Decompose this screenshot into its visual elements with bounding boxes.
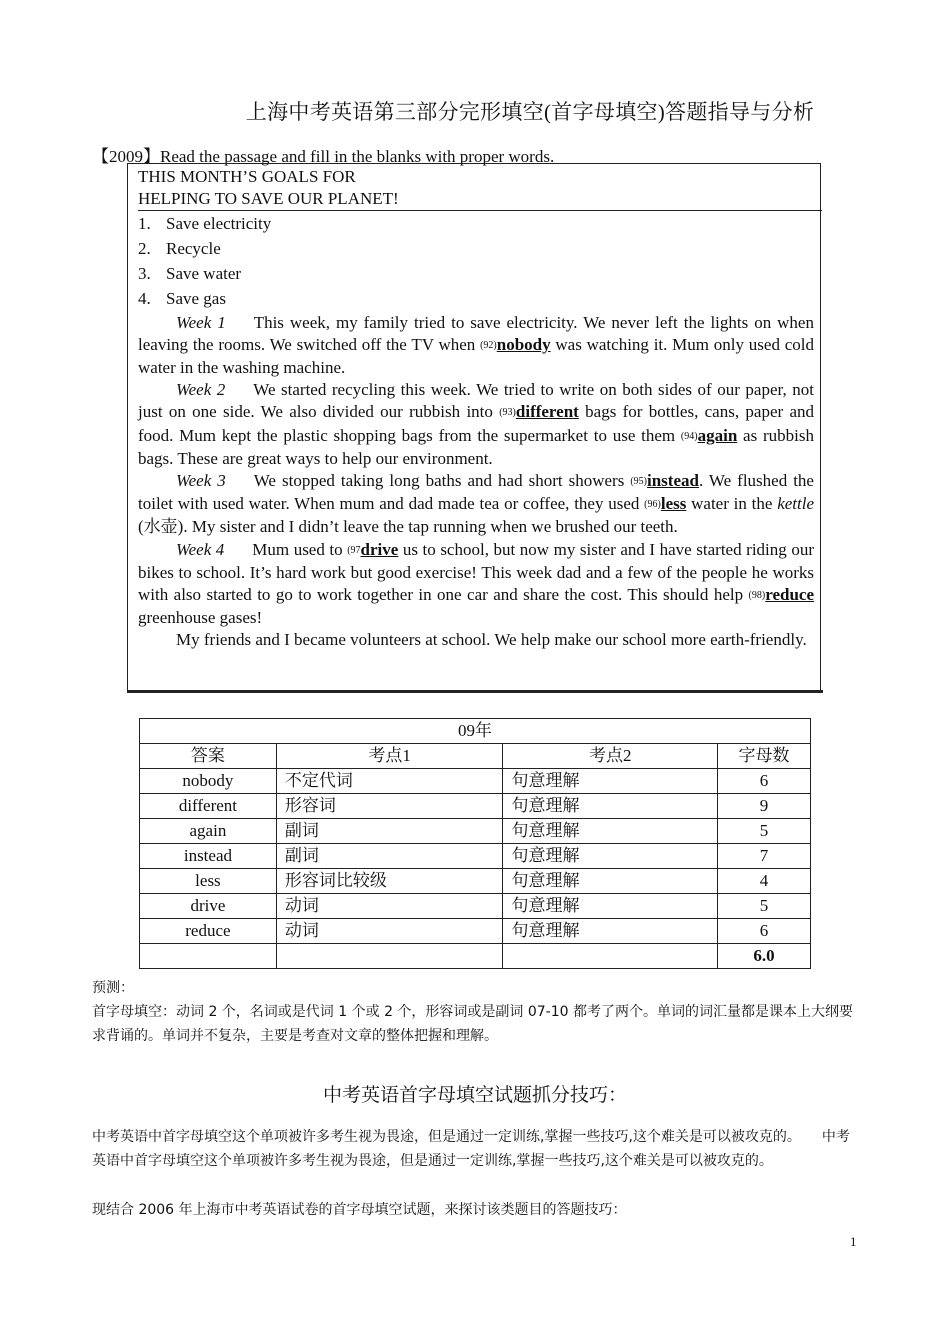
prediction-text: 首字母填空：动词 2 个，名词或是代词 1 个或 2 个，形容词或是副词 07-10 都考了两个。单词的词汇量都是课本上大纲要求背诵的。单词并不复杂，主要是考查对文章的整体把握和理解。 — [92, 1004, 854, 1044]
week-label: Week 2 — [176, 380, 226, 400]
table-row: drive 动词 句意理解 5 — [140, 894, 811, 919]
goal-item: 3. Save water — [138, 264, 242, 283]
table-row: again 副词 句意理解 5 — [140, 819, 811, 844]
col-header-point1: 考点1 — [276, 744, 503, 769]
answer-word: different — [515, 402, 579, 422]
week-label: Week 1 — [176, 312, 226, 332]
table-row: reduce 动词 句意理解 6 — [140, 919, 811, 944]
table-year-row — [140, 719, 811, 744]
table-row: instead 副词 句意理解 7 — [140, 844, 811, 869]
section-subtitle: 中考英语首字母填空试题抓分技巧： — [322, 1084, 627, 1106]
blank-number: (98) — [748, 590, 766, 602]
answer-word: instead — [647, 471, 699, 491]
passage-heading-line2: HELPING TO SAVE OUR PLANET! — [138, 188, 822, 211]
blank-number: (92) — [480, 339, 497, 351]
blank-number: (97 — [347, 544, 361, 556]
table-year: 09年 — [140, 719, 811, 744]
answer-word: reduce — [765, 585, 814, 605]
blank-number: (94) — [680, 430, 698, 442]
goal-item: 1. Save electricity — [138, 214, 272, 234]
col-header-letters: 字母数 — [718, 744, 811, 769]
goal-item: 4. Save gas — [138, 288, 226, 308]
answer-analysis-table — [139, 718, 811, 969]
col-header-point2: 考点2 — [503, 744, 718, 769]
tips-paragraph-2: 现结合 2006 年上海市中考英语试卷的首字母填空试题，来探讨该类题目的答题技巧： — [92, 1202, 627, 1218]
blank-number: (95) — [630, 476, 647, 488]
table-row: different 形容词 句意理解 9 — [140, 794, 811, 819]
average-letter-count: 6.0 — [718, 944, 811, 969]
week-label: Week 3 — [176, 471, 226, 491]
table-row: nobody 不定代词 句意理解 6 — [140, 769, 811, 794]
col-header-answer: 答案 — [140, 744, 277, 769]
table-header-row — [140, 744, 811, 769]
page-title: 上海中考英语第三部分完形填空(首字母填空)答题指导与分析 — [245, 100, 815, 124]
exercise-instruction: 【2009】Read the passage and fill in the blanks with proper words. — [92, 147, 555, 166]
answer-word: nobody — [496, 334, 551, 354]
blank-number: (96) — [644, 499, 661, 511]
table-row: less 形容词比较级 句意理解 4 — [140, 869, 811, 894]
passage-box — [127, 163, 821, 691]
week3-paragraph: Week 3 We stopped taking long baths and had short showers $^{(95)}$instead. We flushed the toilet with used water. When mum and dad made tea or coffee, they used $^{(96)}$less water in the kettle (水壶). My sister and I didn’t leave the tap running when we brushed our teeth. — [138, 471, 814, 537]
page-number: 1 — [850, 1234, 857, 1249]
goal-item: 2. Recycle — [138, 239, 221, 259]
week4-paragraph: Week 4 Mum used to $^{(97}$drive us to school, but now my sister and I have started riding our bikes to school. It’s hard work but good exercise! This week dad and a few of the people he works with also started to go to work together in one car and share the cost. This should help $^{(98)}$reduce greenhouse gases! — [138, 539, 814, 628]
tips-paragraph: 中考英语中首字母填空这个单项被许多考生视为畏途，但是通过一定训练,掌握一些技巧,这个难关是可以被攻克的。 中考英语中首字母填空这个单项被许多考生视为畏途，但是通过一定训练,掌握一些技巧,这个难关是可以被攻克的。 — [92, 1129, 850, 1169]
blank-number: (93) — [499, 407, 516, 419]
passage-heading-line1: THIS MONTH’S GOALS FOR — [138, 167, 356, 186]
closing-paragraph: My friends and I became volunteers at school. We help make our school more earth-friendly. — [176, 630, 807, 650]
passage-box-bottom-rule — [127, 690, 823, 693]
week1-paragraph: Week 1 This week, my family tried to save electricity. We never left the lights on when leaving the rooms. We switched off the TV when $^{(92)}$nobody was watching it. Mum only used cold water in the washing machine. — [138, 312, 814, 377]
table-average-row — [140, 944, 811, 969]
prediction-label: 预测： — [92, 980, 134, 996]
week-label: Week 4 — [176, 539, 225, 559]
goals-list — [138, 212, 814, 311]
answer-word: again — [697, 425, 738, 445]
answer-word: less — [660, 494, 687, 514]
week2-paragraph: Week 2 We started recycling this week. We tried to write on both sides of our paper, not just on one side. We also divided our rubbish into $^{(93)}$different bags for bottles, cans, paper and food. Mum kept the plastic shopping bags from the supermarket to use them $^{(94)}$again as rubbish bags. These are great ways to help our environment. — [138, 380, 814, 468]
answer-word: drive — [360, 539, 399, 559]
